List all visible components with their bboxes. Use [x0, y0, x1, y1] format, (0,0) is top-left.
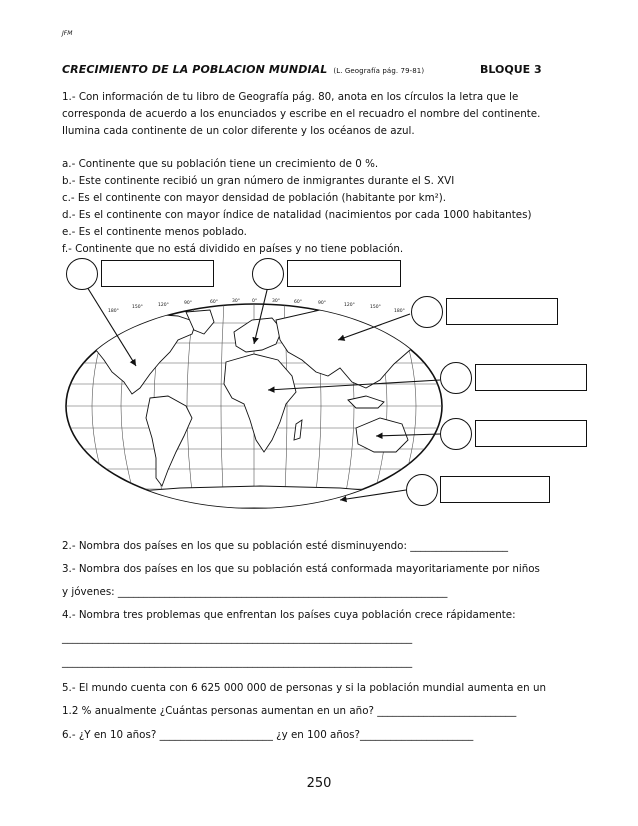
option-b: b.- Este continente recibió un gran número de inmigrantes durante el S. XVI	[62, 175, 455, 187]
lon-label: 150°	[370, 305, 381, 310]
option-a: a.- Continente que su población tiene un crecimiento de 0 %.	[62, 158, 379, 170]
lon-label: 60°	[210, 300, 218, 305]
continent-box-1[interactable]	[101, 260, 214, 287]
author-initials: JFM	[62, 30, 73, 37]
page-number: 250	[306, 776, 332, 791]
question-4-blank-2[interactable]: ____________________________________________________________________	[62, 656, 413, 668]
option-e: e.- Es el continente menos poblado.	[62, 226, 247, 238]
option-f: f.- Continente que no está dividido en países y no tiene población.	[62, 243, 404, 255]
question-4: 4.- Nombra tres problemas que enfrentan los países cuya población crece rápidamente:	[62, 609, 516, 621]
lon-label: 90°	[318, 301, 326, 306]
continent-box-2[interactable]	[287, 260, 401, 287]
answer-circle-2[interactable]	[252, 258, 284, 290]
question-5-line-2: 1.2 % anualmente ¿Cuántas personas aumentan en un año? ___________________________	[62, 705, 517, 717]
lon-label: 90°	[184, 301, 192, 306]
q1-instructions: 1.- Con información de tu libro de Geografía pág. 80, anota en los círculos la letra que le corresponda de acuerdo a los enunciados y escribe en el recuadro el nombre del continente. Ilumina cada continente de un color diferente y los océanos de azul.	[62, 91, 541, 137]
lon-label: 30°	[272, 299, 280, 304]
answer-circle-1[interactable]	[66, 258, 98, 290]
option-c: c.- Es el continente con mayor densidad de población (habitante por km²).	[62, 192, 447, 204]
question-3-line-1: 3.- Nombra dos países en los que su población está conformada mayoritariamente por niños	[62, 563, 540, 575]
question-3-line-2: y jóvenes: ________________________________________________________________	[62, 586, 448, 598]
option-d: d.- Es el continente con mayor índice de natalidad (nacimientos por cada 1000 habitantes)	[62, 209, 532, 221]
lon-label: 180°	[108, 309, 119, 314]
lon-label: 60°	[294, 300, 302, 305]
continent-box-6[interactable]	[440, 476, 550, 503]
question-2: 2.- Nombra dos países en los que su población esté disminuyendo: ___________________	[62, 540, 509, 552]
lon-label: 120°	[158, 303, 169, 308]
lon-label: 120°	[344, 303, 355, 308]
antarctica-shape	[90, 486, 420, 508]
question-4-blank-1[interactable]: ____________________________________________________________________	[62, 632, 413, 644]
title-text: CRECIMIENTO DE LA POBLACION MUNDIAL	[62, 63, 328, 76]
answer-circle-4[interactable]	[440, 362, 472, 394]
question-5-line-1: 5.- El mundo cuenta con 6 625 000 000 de personas y si la población mundial aumenta en un	[62, 682, 546, 694]
continent-box-5[interactable]	[475, 420, 587, 447]
lon-label: 150°	[132, 305, 143, 310]
question-6: 6.- ¿Y en 10 años? ______________________ ¿y en 100 años?______________________	[62, 729, 474, 741]
book-reference: (L. Geografía pág. 79-81)	[333, 67, 425, 75]
answer-circle-3[interactable]	[411, 296, 443, 328]
lon-label: 180°	[394, 309, 405, 314]
answer-circle-6[interactable]	[406, 474, 438, 506]
answer-circle-5[interactable]	[440, 418, 472, 450]
continent-box-3[interactable]	[446, 298, 558, 325]
lon-label: 0°	[252, 299, 258, 304]
bloque-label: BLOQUE 3	[480, 63, 542, 76]
lon-label: 30°	[232, 299, 240, 304]
continent-box-4[interactable]	[475, 364, 587, 391]
